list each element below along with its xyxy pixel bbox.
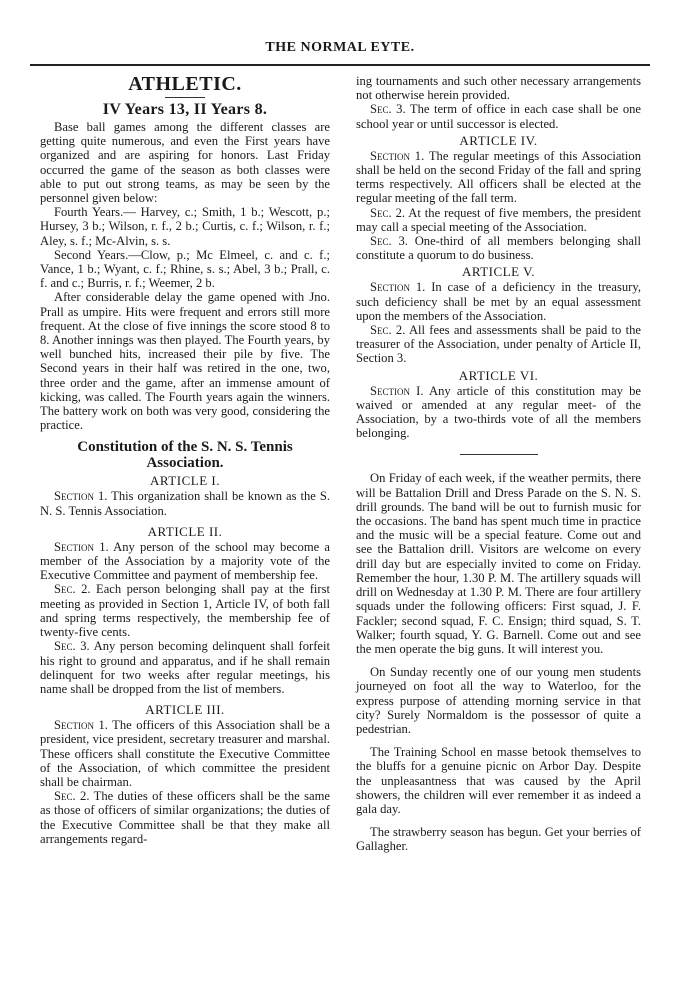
athletic-paragraph: Base ball games among the different classes are getting quite numerous, and even the First years have organized and are aspiring for honors. Last Friday occurred the game of the season as both classes were able to put out strong teams, as may be seen by the personnel given below:: [40, 120, 330, 206]
section-label: Sec. 2.: [54, 789, 90, 804]
article-4-section-1: Section 1. The regular meetings of this Association shall be held on the second Friday of the fall and spring terms respectively. All officers shall be elected at the regular meeting of the fall term.: [356, 148, 642, 206]
article-1-title: ARTICLE I.: [150, 473, 220, 489]
section-label: Sec. 2.: [370, 205, 406, 220]
section-label: Section 1.: [370, 280, 426, 295]
section-label: Sec. 2.: [370, 323, 406, 338]
article-2-section-1: Section 1. Any person of the school may become a member of the Association by a majority vote of the Executive Committee and payment of membership fee.: [40, 539, 330, 583]
left-column: [40, 72, 330, 846]
article-6-section-1: Section I. Any article of this constitution may be waived or amended at any regular meet- of the Association, by a two-thirds vote of all the members belonging.: [356, 383, 641, 441]
article-4-section-3: Sec. 3. One-third of all members belonging shall constitute a quorum to do business.: [356, 234, 641, 263]
article-2-title: ARTICLE II.: [147, 523, 223, 539]
right-column: [356, 74, 641, 854]
article-3-section-1: Section 1. The officers of this Association shall be a president, vice president, secretary treasurer and marshal. These officers shall constitute the Executive Committee of the Association, of which committee the president shall be chairman.: [40, 718, 330, 789]
short-rule: [165, 97, 205, 98]
section-label: Section 1.: [370, 148, 425, 163]
section-label: Sec. 3.: [370, 234, 408, 249]
section-divider: [460, 454, 538, 455]
article-5-section-1: Section 1. In case of a deficiency in the treasury, such deficiency shall be met by an equal assessment upon the members of the Association.: [356, 280, 642, 323]
sunday-news: On Sunday recently one of our young men students journeyed on foot all the way to Waterloo, for the express purpose of attending morning service in that city? Surely Normaldom is the possessor of quite a pedestrian.: [356, 665, 641, 736]
article-2-section-3: Sec. 3. Any person becoming delinquent shall forfeit his right to ground and apparatus, and if he shall remain delinquent for two weeks after regular meetings, his name shall be dropped from the list of members.: [40, 639, 330, 696]
section-label: Section 1.: [54, 718, 108, 733]
article-2-section-2: Sec. 2. Each person belonging shall pay at the first meeting as provided in Section 1, Article IV, of both fall and spring terms respectively, the membership fee of twenty-five cents.: [40, 582, 330, 640]
section-label: Sec. 2.: [54, 582, 91, 597]
article-1-section-1: Section 1. This organization shall be known as the S. N. S. Tennis Association.: [40, 489, 331, 518]
section-label: Sec. 3.: [54, 639, 90, 654]
score-heading: IV Years 13, II Years 8.: [102, 101, 268, 118]
article-4-section-2: Sec. 2. At the request of five members, the president may call a special meeting of the Association.: [356, 205, 641, 234]
section-label: Section 1.: [54, 489, 108, 504]
article-5-title: ARTICLE V.: [461, 264, 536, 280]
article-4-title: ARTICLE IV.: [459, 132, 538, 148]
strawberry-news: The strawberry season has begun. Get your berries of Gallagher.: [356, 825, 641, 854]
article-5-section-2: Sec. 2. All fees and assessments shall be paid to the treasurer of the Association, under penalty of Article II, Section 3.: [356, 323, 642, 366]
game-report: After considerable delay the game opened with Jno. Prall as umpire. Hits were frequent and errors still more frequent. At the close of five innings the score stood 8 to 8. Another innings was then played. The Fourth years, by well bunched hits, increased their pile by five. The Second years in their half was retired in the one, two, three order and the game, after an immense amount of kicking, was called. The Fourth years again the winners. The battery work on both was very good, considering the practice.: [40, 290, 330, 433]
masthead-title: THE NORMAL EYTE.: [265, 40, 415, 55]
article-3-section-3: Sec. 3. The term of office in each case shall be one school year or until successor is elected.: [356, 102, 642, 131]
arbor-day-news: The Training School en masse betook themselves to the bluffs for a genuine picnic on Arbor Day. Despite the unpleasantness that was caused by the April showers, the children will ever remember it as indeed a gala day.: [356, 745, 641, 816]
fourth-years-roster: Fourth Years.— Harvey, c.; Smith, 1 b.; Wescott, p.; Hursey, 3 b.; Wilson, r. f., 2 b.; Curtis, c. f.; Wilson, r. f.; Aley, s. f.; Mc-Alvin, s. s.: [40, 205, 330, 248]
section-label: Section 1.: [54, 539, 109, 554]
header-rule: [30, 64, 650, 66]
article-3-section-2: Sec. 2. The duties of these officers shall be the same as those of officers of similar organizations; the duties of the Executive Committee shall be that they make all arrangements regard-: [40, 789, 331, 846]
second-years-roster: Second Years.—Clow, p.; Mc Elmeel, c. and c. f.; Vance, 1 b.; Wyant, c. f.; Rhine, s. s.; Abel, 3 b.; Prall, c. f. and c.; Burris, r. f.; Weemer, 2 b.: [40, 247, 330, 291]
article-3-title: ARTICLE III.: [145, 702, 225, 718]
continuation-text: ing tournaments and such other necessary arrangements not otherwise herein provided.: [356, 74, 641, 103]
article-6-title: ARTICLE VI.: [458, 367, 539, 383]
section-label: Section I.: [370, 383, 424, 398]
drill-news: On Friday of each week, if the weather permits, there will be Battalion Drill and Dress Parade on the S. N. S. drill grounds. The band will be out to furnish music for the occasions. The band has spent much time in practice and the music will be a special feature. Come out and see the Battalion drill. Visitors are welcome on every drill day but are especially invited to come on Friday. Remember the hour, 1.30 P. M. The artillery squads will drill on Wednesday at 1.30 P. M. There are four artillery squads under the following officers: First squad, J. F. Fackler; second squad, F. C. Ensign; third squad, S. T. Walker; fourth squad, Y. G. Barnell. Come out and see the men operate the big guns. It will interest you.: [356, 471, 641, 656]
athletic-heading: ATHLETIC.: [128, 73, 242, 95]
section-label: Sec. 3.: [370, 102, 406, 117]
constitution-heading: Constitution of the S. N. S. Tennis Association.: [77, 439, 293, 472]
